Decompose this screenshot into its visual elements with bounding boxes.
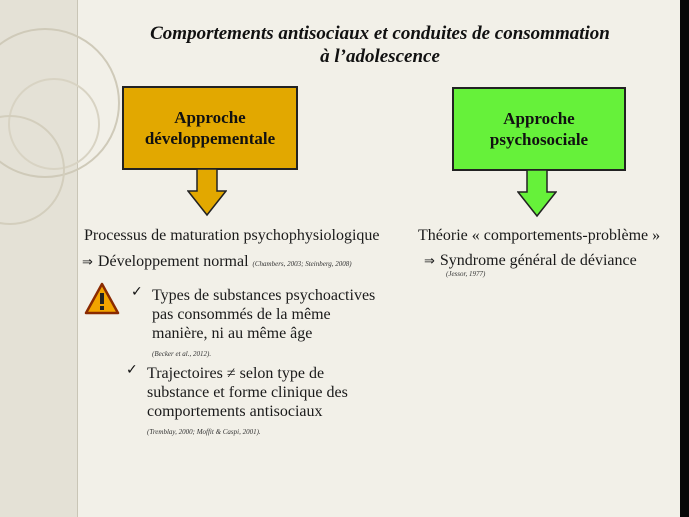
item-line: comportements antisociaux bbox=[147, 403, 323, 420]
maturation-process-text: Processus de maturation psychophysiologique bbox=[84, 227, 380, 244]
deviance-syndrome-line bbox=[424, 251, 637, 271]
normal-development-text: Développement normal bbox=[97, 253, 249, 270]
item-line: Trajectoires ≠ selon type de bbox=[147, 365, 325, 382]
checkmark-icon: ✓ bbox=[131, 284, 143, 300]
normal-development-line bbox=[82, 252, 352, 274]
citation: (Chambers, 2003; Steinberg, 2008) bbox=[252, 260, 352, 268]
problem-behavior-theory-text: Théorie « comportements-problème » bbox=[418, 227, 661, 244]
implies-icon: ⇒ bbox=[82, 255, 93, 270]
implies-icon: ⇒ bbox=[424, 254, 435, 269]
citation: (Jessor, 1977) bbox=[446, 270, 486, 278]
psychosocial-approach-box bbox=[452, 87, 626, 171]
box-label: Approche bbox=[503, 109, 575, 128]
developmental-approach-box bbox=[122, 86, 298, 170]
warning-icon bbox=[84, 282, 120, 316]
item-line: substance et forme clinique des bbox=[147, 384, 348, 401]
slide-title bbox=[100, 22, 660, 68]
item-line: pas consommés de la même bbox=[152, 306, 331, 323]
down-arrow-icon bbox=[187, 169, 227, 217]
item-line: manière, ni au même âge bbox=[152, 325, 313, 342]
box-label: Approche bbox=[174, 108, 246, 127]
down-arrow-icon bbox=[517, 170, 557, 218]
item-line: Types de substances psychoactives bbox=[152, 287, 376, 304]
title-line: Comportements antisociaux et conduites de consommation bbox=[150, 23, 610, 44]
checkmark-icon: ✓ bbox=[126, 362, 138, 378]
box-label: psychosociale bbox=[489, 130, 589, 149]
title-line: à l’adolescence bbox=[320, 46, 440, 67]
citation: (Becker et al., 2012). bbox=[152, 350, 212, 358]
list-item bbox=[152, 286, 412, 364]
citation: (Tremblay, 2000; Moffit & Caspi, 2001). bbox=[147, 428, 261, 436]
list-item bbox=[147, 364, 417, 442]
box-label: développementale bbox=[144, 129, 276, 148]
deviance-syndrome-text: Syndrome général de déviance bbox=[439, 252, 637, 269]
